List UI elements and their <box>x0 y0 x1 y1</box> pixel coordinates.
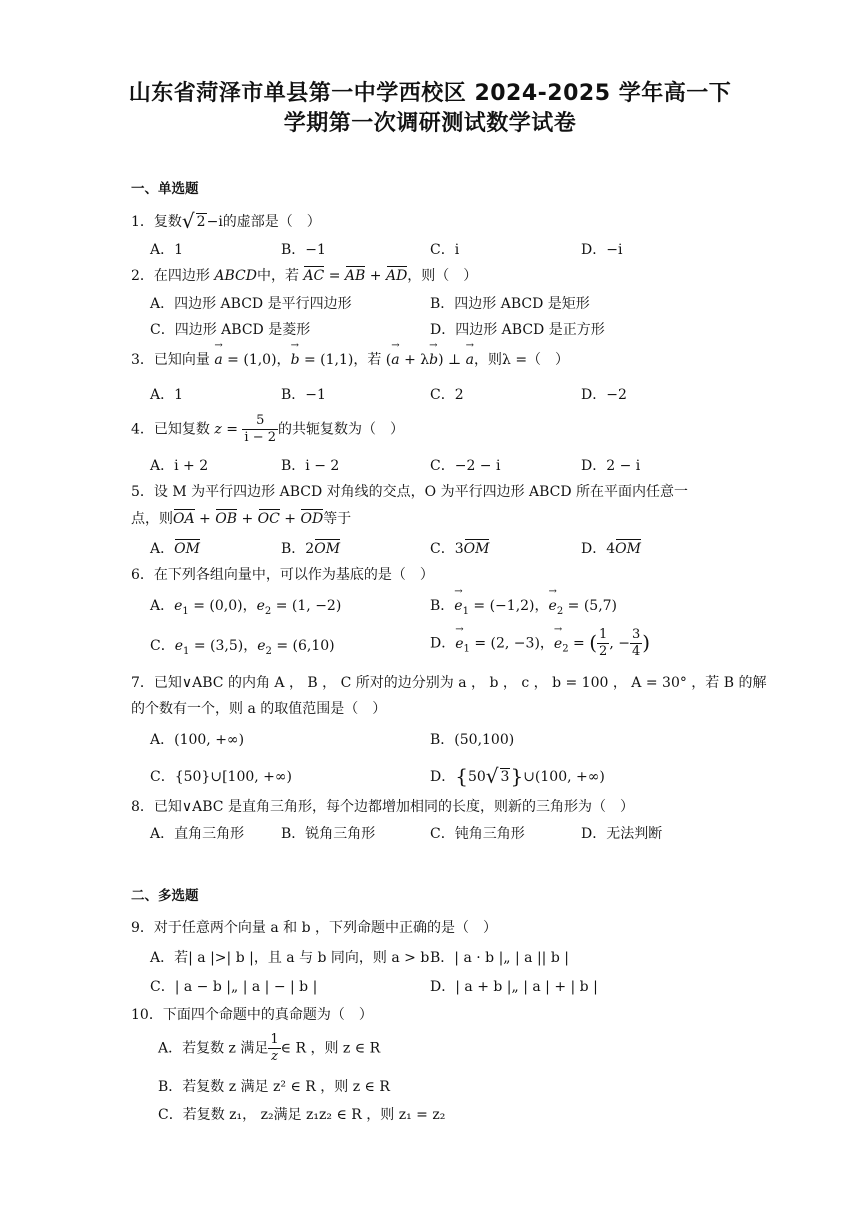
question-6: 6．在下列各组向量中，可以作为基底的是（ ） <box>131 567 434 583</box>
section-heading-single-choice: 一、单选题 <box>131 181 199 197</box>
q4-denominator: i − 2 <box>244 430 276 445</box>
q8-option-a: A．直角三角形 <box>150 826 245 842</box>
q2-option-d: D．四边形 ABCD 是正方形 <box>430 322 605 338</box>
q3-stem-start: 3．已知向量 <box>131 352 210 368</box>
q8-option-c: C．钝角三角形 <box>430 826 525 842</box>
q2-option-a: A．四边形 ABCD 是平行四边形 <box>150 296 352 312</box>
q6-option-b: B．$e \to_1 = (-1,2)$，$e \to_2 = (5,7)$ <box>430 595 617 617</box>
q1-option-d: D．−i <box>581 242 623 258</box>
q3-vector-expression: a → = (1,0)，b → = (1,1)，若 (a → + λb →) ⊥ a → <box>214 352 474 368</box>
exam-title-line-1: 山东省菏泽市单县第一中学西校区 2024-2025 学年高一下 <box>128 81 732 106</box>
q5-option-d: D．4OM <box>581 537 641 558</box>
question-9: 9．对于任意两个向量 a 和 b ，下列命题中正确的是（ ） <box>131 920 498 936</box>
q1-radicand: 2 <box>196 214 206 230</box>
q2-quad-name: ABCD <box>214 268 257 284</box>
exam-title-line-2: 学期第一次调研测试数学试卷 <box>283 111 577 136</box>
question-7-line-2: 的个数有一个，则 a 的取值范围是（ ） <box>131 701 387 717</box>
q2-vector-equation: AC = AB + AD <box>303 268 407 284</box>
q1-option-b: B．−1 <box>281 242 326 258</box>
q4-fraction <box>242 413 278 446</box>
q5-vector-sum: OA + OB + OC + OD <box>173 511 323 527</box>
q3-option-a: A．1 <box>150 387 184 403</box>
question-5-line-1: 5．设 M 为平行四边形 ABCD 对角线的交点，O 为平行四边形 ABCD 所在平面内任意一 <box>131 484 689 500</box>
q2-stem-end: ，则（ ） <box>407 268 478 284</box>
q4-option-d: D．2 − i <box>581 458 641 474</box>
q3-stem-end: ，则λ =（ ） <box>474 352 570 368</box>
sqrt-sign-icon: √ <box>181 209 195 233</box>
q7-option-c: C．{50}∪[100, +∞) <box>150 769 293 785</box>
question-3 <box>131 349 569 369</box>
q9-option-b: B．| a · b |„ | a || b | <box>430 950 569 966</box>
q3-option-b: B．−1 <box>281 387 326 403</box>
q7-option-d: D．{50√ 3}∪(100, +∞) <box>430 764 605 788</box>
q10-option-b: B．若复数 z 满足 z² ∈ R ，则 z ∈ R <box>158 1079 390 1095</box>
q5-stem-start: 点，则 <box>131 511 173 527</box>
q6-option-c: C．$e_1 = (3,5)$，$e_2 = (6,10)$ <box>150 638 335 657</box>
q8-option-d: D．无法判断 <box>581 826 663 842</box>
question-2 <box>131 264 477 285</box>
q10-option-a: A．若复数 z 满足 $\frac{1}{z}$ ∈ R ，则 z ∈ R <box>158 1032 381 1064</box>
q6-option-d: D．$e \to_1 = (2$, −3)，$e \to_2$ = ( $\frac{1}{2}$ , − $\frac{3}{4}$ ) <box>430 627 650 660</box>
section-heading-multi-choice: 二、多选题 <box>131 888 199 904</box>
q8-option-b: B．锐角三角形 <box>281 826 376 842</box>
q4-numerator: 5 <box>242 413 278 430</box>
question-1 <box>131 209 321 233</box>
q5-option-c: C．3OM <box>430 537 489 558</box>
question-7-line-1: 7．已知∨ABC 的内角 A ， B ， C 所对的边分别为 a ， b ， c ， b = 100 ， A = 30° ，若 B 的解 <box>131 675 767 691</box>
q4-option-a: A．i + 2 <box>150 458 209 474</box>
q5-option-b: B．2OM <box>281 537 340 558</box>
question-10: 10．下面四个命题中的真命题为（ ） <box>131 1007 373 1023</box>
q4-stem-start: 4．已知复数 <box>131 421 210 438</box>
question-5-line-2 <box>131 507 351 528</box>
q5-option-a: A．OM <box>150 537 200 558</box>
q3-option-c: C．2 <box>430 387 464 403</box>
q9-option-a: A．若| a |>| b |，且 a 与 b 同向，则 a > b <box>150 950 430 966</box>
question-4: 4．已知复数 z = $\frac{5}{i - 2}$ 的共轭复数为（ ） <box>131 413 404 445</box>
q4-stem-end: 的共轭复数为（ ） <box>278 421 404 438</box>
q1-stem-end: −i的虚部是（ ） <box>206 214 321 230</box>
q6-option-a: A．$e_1 = (0,0)$，$e_2 = (1$, −2) <box>150 598 342 617</box>
q1-option-a: A．1 <box>150 242 184 258</box>
q9-option-c: C．| a − b |„ | a | − | b | <box>150 979 318 995</box>
q1-stem-start: 1．复数 <box>131 214 182 230</box>
q3-option-d: D．−2 <box>581 387 627 403</box>
q10-option-c: C．若复数 z₁， z₂满足 z₁z₂ ∈ R ，则 z₁ = z₂ <box>158 1107 446 1123</box>
q2-option-b: B．四边形 ABCD 是矩形 <box>430 296 590 312</box>
q5-stem-end: 等于 <box>323 511 352 527</box>
q7-option-a: A．(100, +∞) <box>150 732 245 748</box>
q7-option-b: B．(50,100) <box>430 732 515 748</box>
q2-option-c: C．四边形 ABCD 是菱形 <box>150 322 311 338</box>
q4-option-c: C．−2 − i <box>430 458 501 474</box>
question-8: 8．已知∨ABC 是直角三角形，每个边都增加相同的长度，则新的三角形为（ ） <box>131 799 634 815</box>
q2-stem-start: 2．在四边形 <box>131 268 210 284</box>
q1-option-c: C．i <box>430 242 460 258</box>
q9-option-d: D．| a + b |„ | a | + | b | <box>430 979 598 995</box>
q2-stem-mid: 中，若 <box>256 268 299 284</box>
q4-option-b: B．i − 2 <box>281 458 340 474</box>
